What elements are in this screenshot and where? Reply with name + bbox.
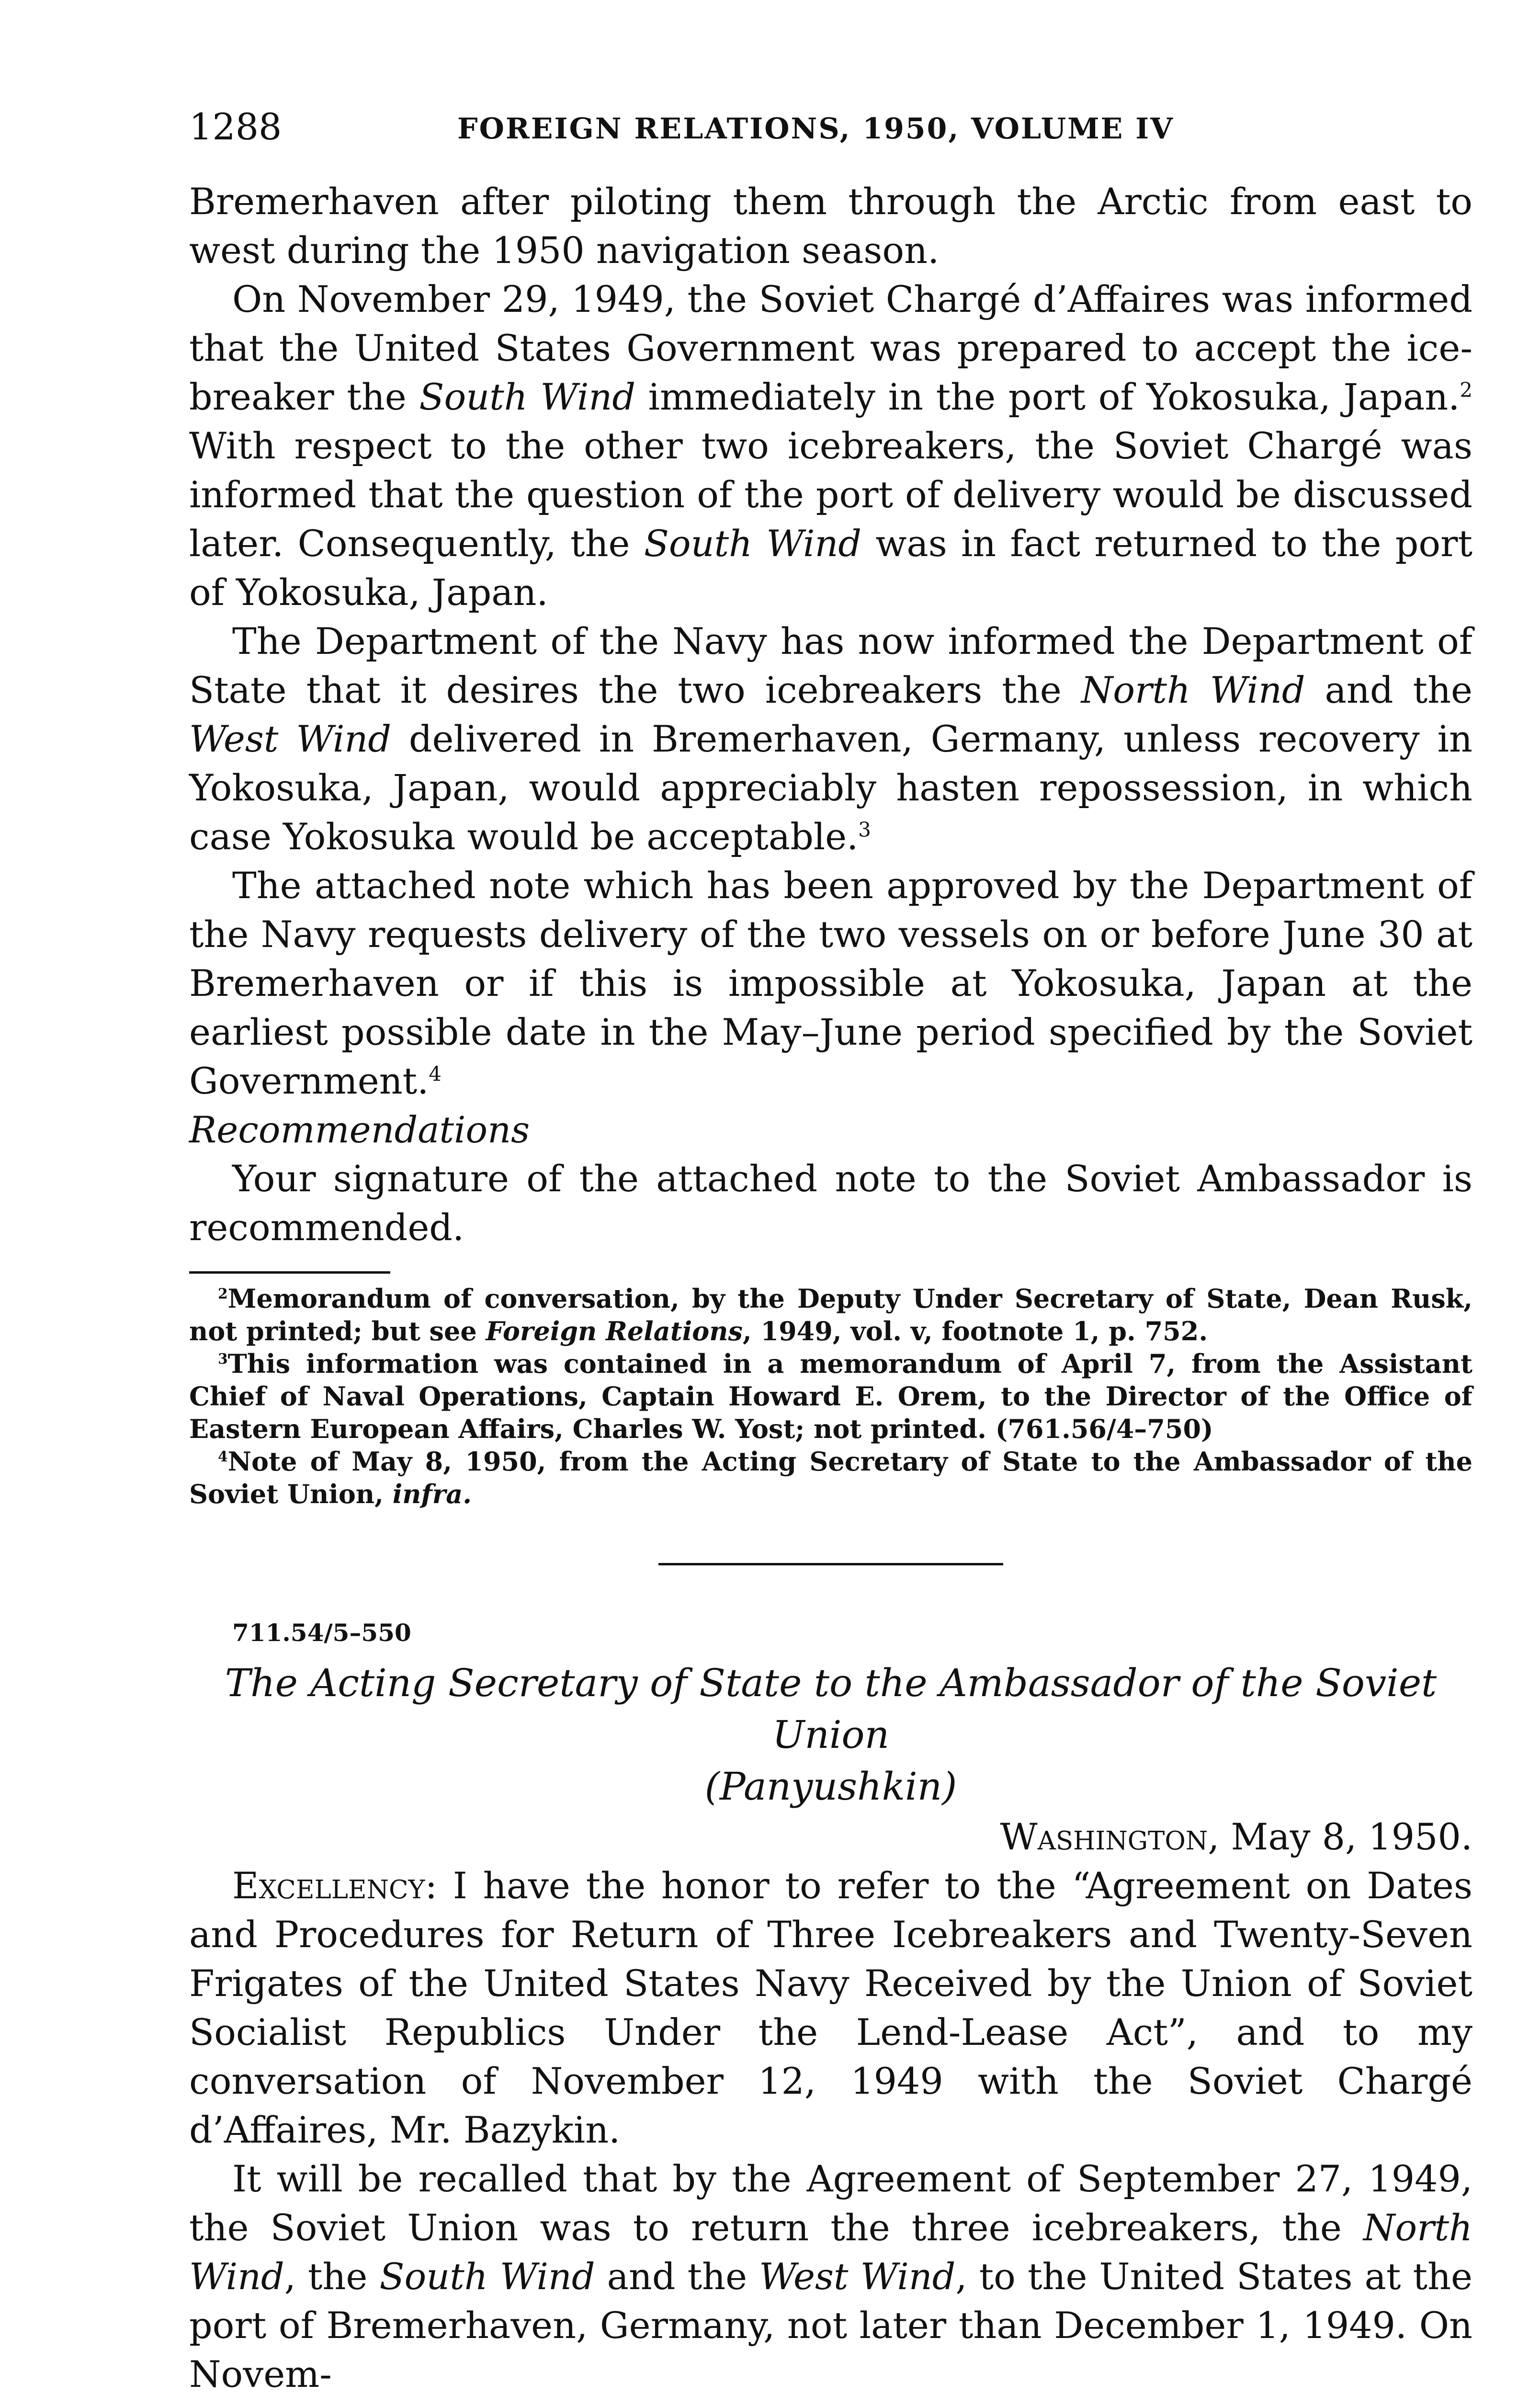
- section-divider: [658, 1563, 1003, 1565]
- note-paragraph-2: It will be recalled that by the Agreement of September 27, 1949, the Soviet Union was to return the three icebreakers, the North Wind, the South Wind and the West Wind, to the United States at the port of Bremerhaven, Germany, not later than December 1, 1949. On Novem-: [189, 2157, 1472, 2395]
- footnote-ref: 2: [1460, 378, 1472, 402]
- footnote-ref: 4: [429, 1062, 442, 1086]
- footnote-4: $^4$Note of May 8, 1950, from the Acting Secretary of State to the Ambassador of the Soviet Union, infra.: [189, 1446, 1472, 1509]
- dateline: Washington, May 8, 1950.: [1000, 1815, 1472, 1858]
- memo-paragraph-1: Bremerhaven after piloting them through the Arctic from east to west during the 1950 navigation season.: [189, 180, 1472, 272]
- page-body: [189, 177, 1472, 2395]
- ship-name: North Wind: [1081, 669, 1305, 711]
- ship-name: South Wind: [379, 2255, 595, 2298]
- note-paragraph-1: Excellency: I have the honor to refer to the “Agreement on Dates and Procedures for Return of Three Icebreakers and Twenty-Seven Frigates of the United States Navy Received by the Union of Soviet Socialist Republics Under the Lend-Lease Act”, and to my conversation of November 12, 1949 with the Soviet Chargé d’Affaires, Mr. Bazykin.: [189, 1864, 1472, 2151]
- memo-paragraph-5: Your signature of the attached note to the Soviet Ambassador is recommended.: [189, 1157, 1472, 1249]
- running-head: FOREIGN RELATIONS, 1950, VOLUME IV: [457, 112, 1174, 146]
- memo-paragraph-3: The Department of the Navy has now informed the Department of State that it desires the two icebreakers the North Wind and the West Wind delivered in Bremerhaven, Germany, unless recovery in Yokosuka, Japan, would appreciably hasten repossession, in which case Yokosuka would be acceptable.$^3$: [189, 620, 1472, 858]
- footnote-2: $^2$Memorandum of conversation, by the Deputy Under Secretary of State, Dean Rusk, not printed; but see Foreign Relations, 1949, vol. v, footnote 1, p. 752.: [189, 1283, 1472, 1346]
- ship-name: West Wind: [759, 2255, 956, 2298]
- recommendations-heading: Recommendations: [189, 1108, 530, 1151]
- footnote-ref: 3: [858, 818, 871, 842]
- memo-paragraph-2: On November 29, 1949, the Soviet Chargé d’Affaires was informed that the United States Government was prepared to accept the ice-breaker the South Wind immediately in the port of Yokosuka, Japan.$^2$ With respect to the other two icebreakers, the Soviet Chargé was informed that the question of the port of delivery would be discussed later. Consequently, the South Wind was in fact returned to the port of Yokosuka, Japan.: [189, 278, 1472, 614]
- ship-name: South Wind: [644, 522, 862, 565]
- page-header: [189, 101, 1501, 153]
- footnote-divider: [189, 1271, 390, 1274]
- salutation: Excellency: [232, 1864, 425, 1907]
- file-number: 711.54/5–550: [232, 1619, 411, 1647]
- memo-paragraph-4: The attached note which has been approved by the Department of the Navy requests delivery of the two vessels on or before June 30 at Bremerhaven or if this is impossible at Yokosuka, Japan at the earliest possible date in the May–June period specified by the Soviet Government.$^4$: [189, 864, 1472, 1102]
- document-title: The Acting Secretary of State to the Ambassador of the Soviet Union (Panyushkin): [225, 1661, 1437, 1809]
- ship-name: North Wind: [189, 2206, 1472, 2298]
- ship-name: South Wind: [419, 376, 636, 418]
- footnote-3: $^3$This information was contained in a memorandum of April 7, from the Assistant Chief of Naval Operations, Captain Howard E. Orem, to the Director of the Office of Eastern European Affairs, Charles W. Yost; not printed. (761.56/4–750): [189, 1348, 1472, 1444]
- page-number: 1288: [189, 105, 282, 148]
- ship-name: West Wind: [189, 718, 392, 760]
- footnotes: [189, 1282, 1472, 1510]
